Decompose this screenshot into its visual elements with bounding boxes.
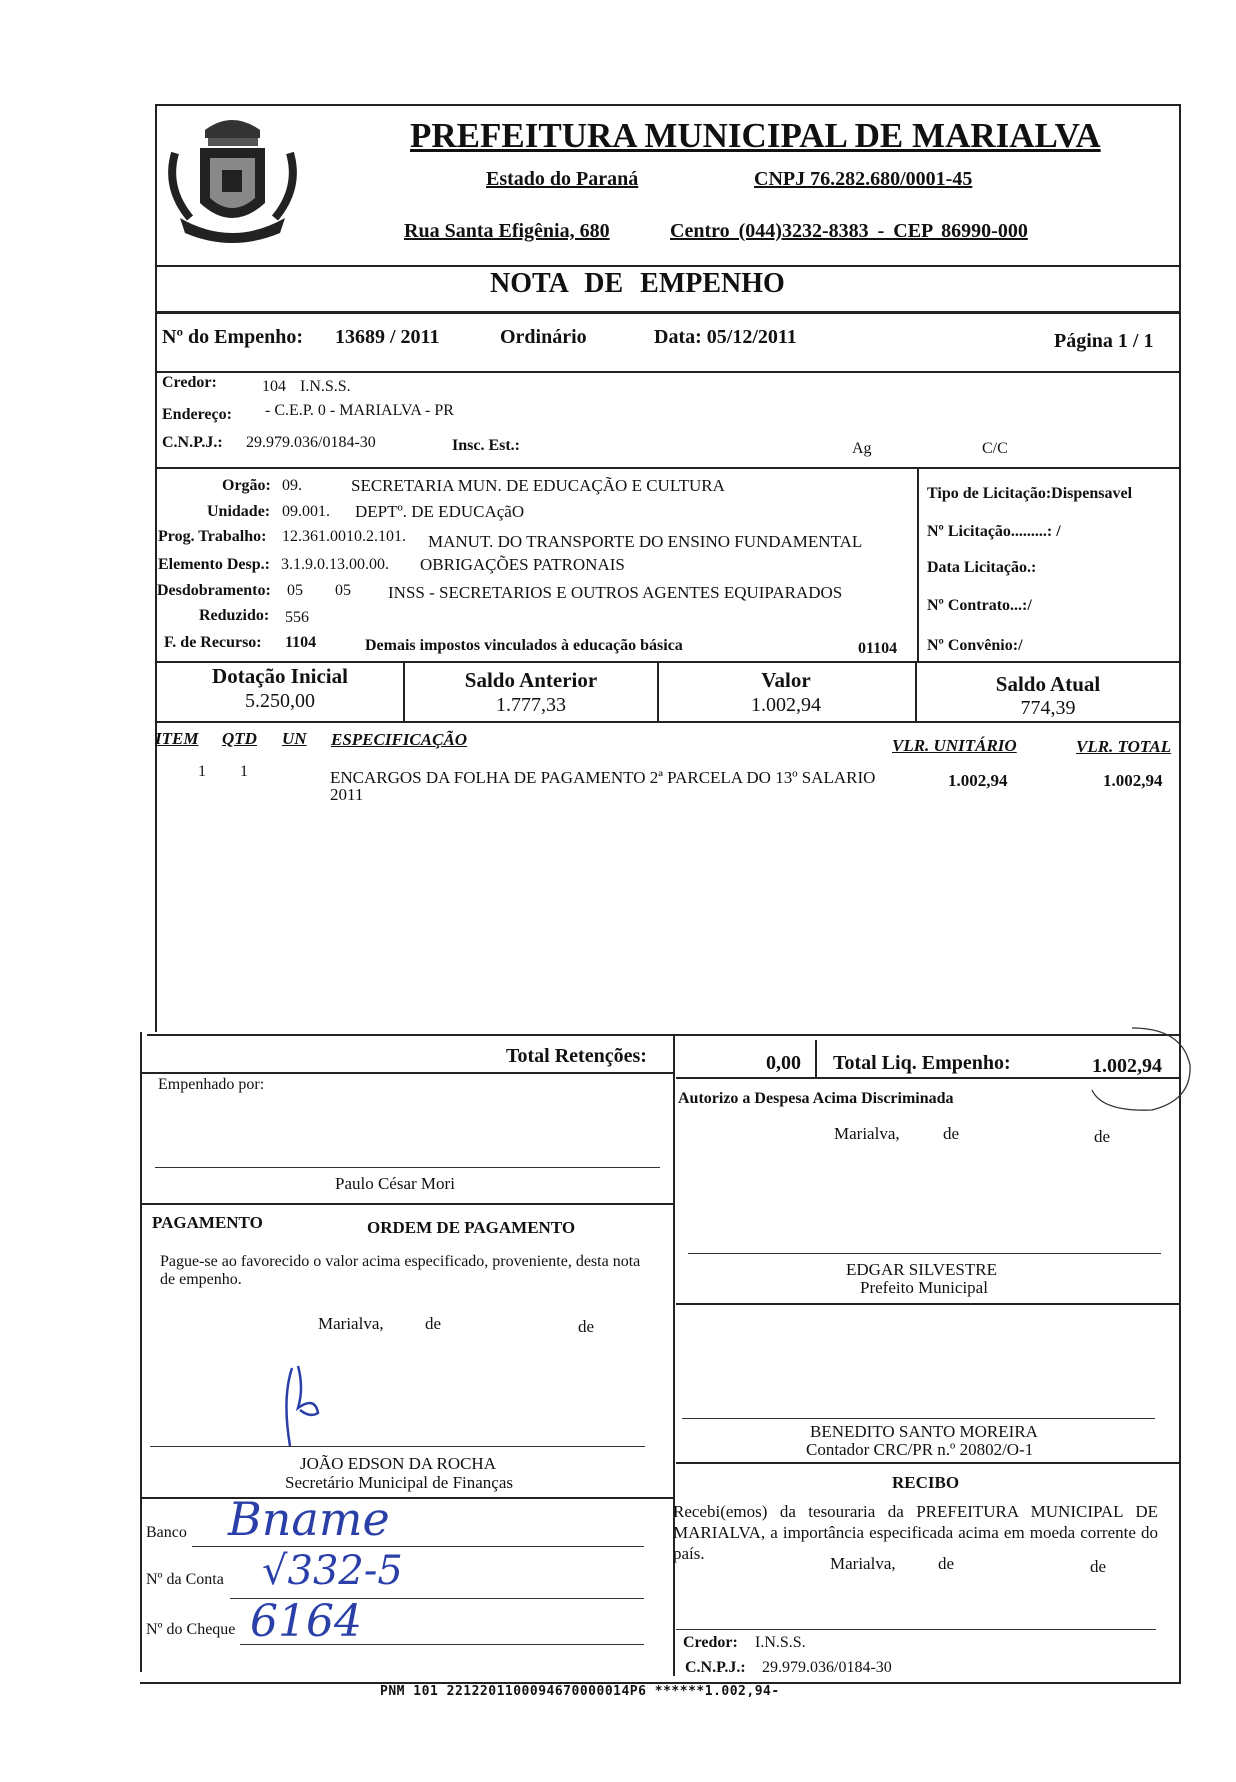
recibo-city: Marialva, [830,1554,896,1573]
unidade-code: 09.001. [282,503,330,520]
frame-top [155,104,1181,106]
pagamento-de-2: de [578,1317,595,1336]
desdobramento-name: INSS - SECRETARIOS E OUTROS AGENTES EQUIPARADOS [388,583,843,602]
frame-right [1179,104,1181,1684]
secretario-title: Secretário Municipal de Finanças [285,1473,514,1492]
divider [140,1072,675,1074]
banco-value: Bname [228,1492,390,1546]
cheque-line [240,1644,644,1645]
frame-left-top [155,104,157,1032]
page-title: PREFEITURA MUNICIPAL DE MARIALVA [410,116,1101,155]
divider [155,311,1181,314]
pen-circle-mark [1082,1020,1194,1116]
data-licitacao: Data Licitação.: [927,559,1037,576]
endereco-value: - C.E.P. 0 - MARIALVA - PR [265,402,454,419]
divider [676,1303,1180,1305]
divider [155,371,1181,373]
state-label: Estado do Paraná [486,168,639,190]
divider [155,265,1181,267]
autorizo-de-1: de [943,1124,960,1143]
valor-label: Valor [761,668,811,692]
prefeito-title: Prefeito Municipal [860,1278,988,1297]
divider [403,661,405,721]
unidade-name: DEPTº. DE EDUCAçãO [355,502,525,521]
footer-code: PNM 101 2212201100094670000014P6 ******1.002,94- [380,1684,780,1699]
numero-convenio: Nº Convênio:/ [927,637,1023,654]
unidade-label: Unidade: [207,503,271,520]
contador-name: BENEDITO SANTO MOREIRA [810,1422,1038,1441]
recibo-credor-label: Credor: [683,1634,738,1651]
conta-label: Nº da Conta [146,1571,224,1588]
items-header-un: UN [282,729,307,748]
pagamento-de-1: de [425,1314,442,1333]
cnpj-credor-label: C.N.P.J.: [162,434,223,451]
cheque-label: Nº do Cheque [146,1621,236,1638]
secretario-name: JOÃO EDSON DA ROCHA [300,1454,496,1473]
elemento-name: OBRIGAÇÕES PATRONAIS [420,555,625,574]
total-retencoes-value: 0,00 [766,1052,801,1074]
divider [155,721,1181,723]
numero-contrato: Nº Contrato...:/ [927,597,1032,614]
item-spec-line2: 2011 [330,785,364,804]
fonte-recurso-label: F. de Recurso: [164,634,262,651]
autorizo-city: Marialva, [834,1124,900,1143]
recibo-cnpj-label: C.N.P.J.: [685,1659,746,1676]
items-header-spec: ESPECIFICAÇÃO [331,730,468,749]
recibo-cnpj-value: 29.979.036/0184-30 [762,1659,892,1676]
cc-label: C/C [982,440,1008,457]
ag-label: Ag [852,440,872,457]
divider [140,1203,675,1205]
pagamento-text: Pague-se ao favorecido o valor acima especificado, proveniente, desta nota de empenho. [160,1253,641,1288]
item-total-value: 1.002,94 [1103,771,1163,790]
reduzido-label: Reduzido: [199,607,270,624]
autorizo-de-2: de [1094,1127,1111,1146]
item-number: 1 [198,763,206,780]
recibo-text: Recebi(emos) da tesouraria da PREFEITURA MUNICIPAL DE MARIALVA, a importância especificada acima em moeda corrente do país. [673,1502,1158,1563]
total-retencoes-label: Total Retenções: [506,1045,647,1067]
signature-line [688,1253,1161,1254]
divider [815,1040,817,1078]
items-header-qtd: QTD [222,729,257,748]
cnpj-credor-value: 29.979.036/0184-30 [246,434,376,451]
contador-title: Contador CRC/PR n.º 20802/O-1 [806,1440,1034,1459]
orgao-code: 09. [282,477,302,494]
cheque-value: 6164 [250,1596,362,1647]
fonte-recurso-code: 1104 [285,634,317,651]
items-header-total: VLR. TOTAL [1076,737,1172,756]
credor-label: Credor: [162,374,217,391]
pagamento-city: Marialva, [318,1314,384,1333]
empenho-number: 13689 / 2011 [335,326,440,348]
fonte-recurso-name: Demais impostos vinculados à educação básica [365,637,683,654]
recibo-credor-value: I.N.S.S. [755,1634,806,1651]
recibo-title: RECIBO [892,1473,960,1492]
empenho-number-label: Nº do Empenho: [162,326,304,348]
insc-est-label: Insc. Est.: [452,437,521,454]
saldo-atual-value: 774,39 [1020,697,1076,719]
divider [915,661,917,723]
empenhado-label: Empenhado por: [158,1076,265,1093]
desdobramento-code-1: 05 [287,582,303,599]
fonte-recurso-number: 01104 [858,640,898,657]
frame-left-bottom [140,1032,142,1672]
signature-line [155,1167,660,1168]
recibo-de-1: de [938,1554,955,1573]
prog-trabalho-code: 12.361.0010.2.101. [282,528,406,545]
page-number: Página 1 / 1 [1054,330,1154,352]
document-title: NOTA DE EMPENHO [490,268,785,299]
address-label: Rua Santa Efigênia, 680 [404,220,610,242]
dotacao-inicial-label: Dotação Inicial [212,664,348,688]
divider [155,467,1181,469]
elemento-label: Elemento Desp.: [158,556,270,573]
divider [676,1462,1180,1464]
recibo-de-2: de [1090,1557,1107,1576]
cnpj-label: CNPJ 76.282.680/0001-45 [754,168,973,190]
autorizo-label: Autorizo a Despesa Acima Discriminada [678,1090,954,1107]
divider [673,1036,675,1676]
endereco-label: Endereço: [162,406,232,423]
elemento-code: 3.1.9.0.13.00.00. [281,556,389,573]
desdobramento-code-2: 05 [335,582,351,599]
desdobramento-label: Desdobramento: [157,582,271,599]
credor-code: 104 [262,378,286,395]
divider [155,661,1181,663]
saldo-atual-label: Saldo Atual [995,672,1101,696]
divider [140,1497,675,1499]
signature-line [150,1446,645,1447]
divider [917,467,919,663]
prog-trabalho-name: MANUT. DO TRANSPORTE DO ENSINO FUNDAMENTAL [428,532,863,551]
empenho-type: Ordinário [500,326,587,348]
prefeito-name: EDGAR SILVESTRE [846,1260,997,1279]
items-header-item: ITEM [155,729,199,748]
total-liquido-value: 1.002,94 [1092,1055,1162,1077]
empenhado-name: Paulo César Mori [335,1174,455,1193]
item-qtd: 1 [240,763,248,780]
prog-trabalho-label: Prog. Trabalho: [158,528,267,545]
pagamento-label: PAGAMENTO [152,1213,263,1232]
orgao-name: SECRETARIA MUN. DE EDUCAÇÃO E CULTURA [351,476,725,495]
signature-scribble [280,1358,340,1450]
district-phone-label: Centro (044)3232-8383 - CEP 86990-000 [670,220,1028,242]
banco-label: Banco [146,1524,187,1541]
divider [147,1034,1180,1036]
item-spec-line1: ENCARGOS DA FOLHA DE PAGAMENTO 2ª PARCELA DO 13º SALARIO [330,768,876,787]
signature-line [682,1418,1155,1419]
credor-name: I.N.S.S. [300,378,351,395]
item-unit-value: 1.002,94 [948,771,1008,790]
signature-line [676,1629,1156,1630]
ordem-pagamento-label: ORDEM DE PAGAMENTO [367,1218,576,1237]
orgao-label: Orgão: [222,477,271,494]
reduzido-code: 556 [285,609,309,626]
saldo-anterior-value: 1.777,33 [496,694,566,716]
empenho-date: Data: 05/12/2011 [654,326,797,348]
coat-of-arms-icon [160,108,305,253]
numero-licitacao: Nº Licitação.........: / [927,523,1061,540]
conta-value: √332-5 [262,1548,403,1594]
total-liquido-label: Total Liq. Empenho: [833,1052,1011,1074]
divider [657,661,659,721]
valor-value: 1.002,94 [751,694,821,716]
dotacao-inicial-value: 5.250,00 [245,690,315,712]
banco-line [192,1546,644,1547]
items-header-unit: VLR. UNITÁRIO [892,736,1017,755]
tipo-licitacao: Tipo de Licitação:Dispensavel [927,485,1133,502]
saldo-anterior-label: Saldo Anterior [464,668,598,692]
